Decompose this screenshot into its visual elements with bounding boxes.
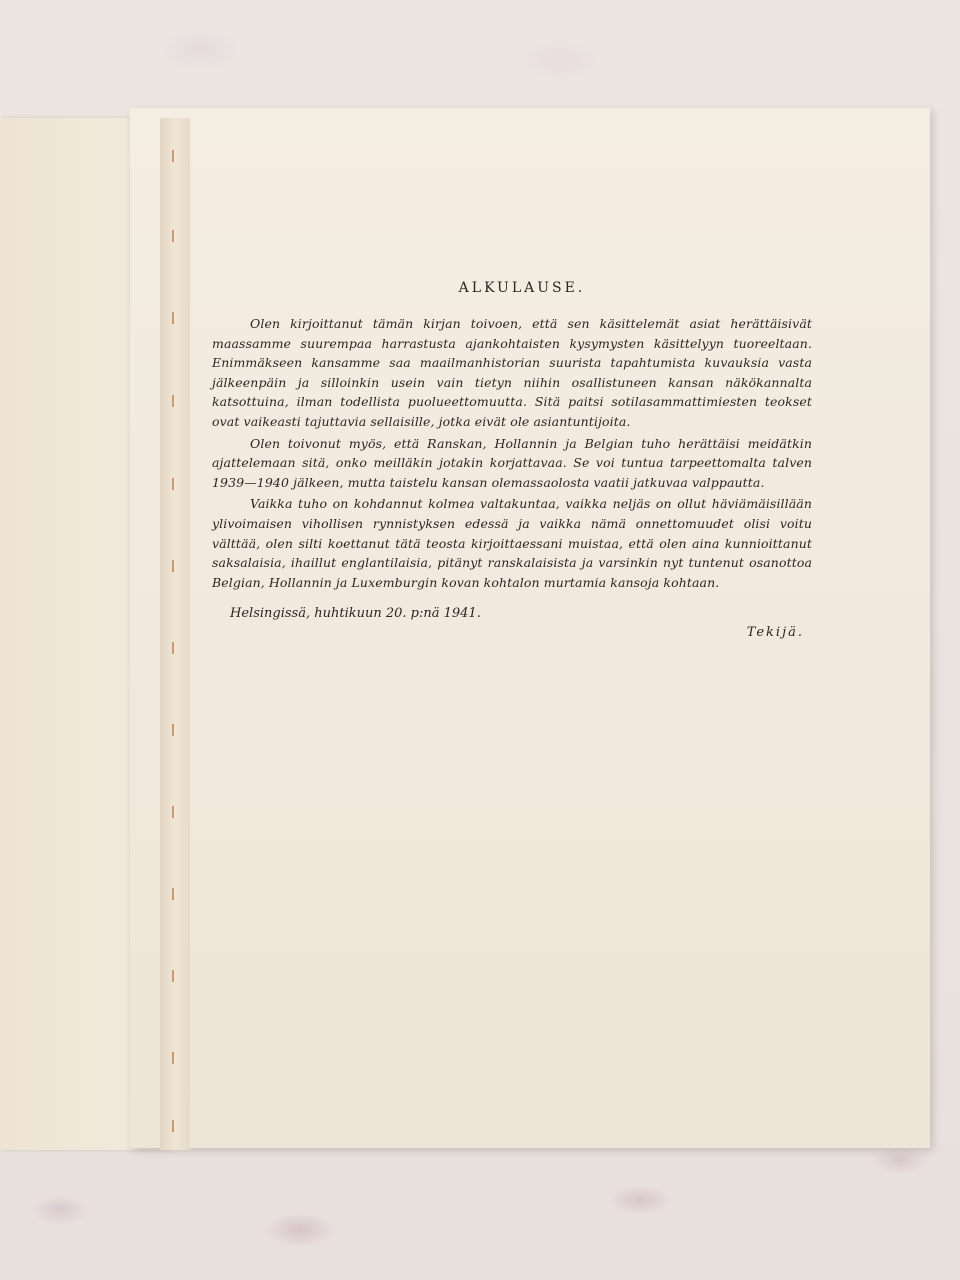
preface-paragraph: Vaikka tuho on kohdannut kolmea valtakuntaa, vaikka neljäs on ollut häviämäisillään ylivoimaisen vihollisen rynnistyksen edessä ja vaikka nämä onnettomuudet olisi voitu välttää, olen silti koettanut tätä teosta kirjoittaessani muistaa, että olen aina kunnioittanut saksalaisia, ihaillut englantilaisia, pitänyt ranskalaisista ja varsinkin nyt tuntenut osanottoa Belgian, Hollannin ja Luxemburgin kovan kohtalon murtamia kansoja kohtaan. bbox=[212, 496, 812, 590]
preface-paragraph: Olen kirjoittanut tämän kirjan toivoen, että sen käsittelemät asiat herättäisivät maassamme suurempaa harrastusta ajankohtaisten kysymysten käsittelyyn tuoreeltaan. Enimmäkseen kansamme saa maailmanhistorian suurista tapahtumista kuvauksia vasta jälkeenpäin ja silloinkin usein vain tietyn niihin osallistuneen kansan näkökannalta katsottuina, ilman todellista puolueettomuutta. Sitä paitsi sotilasammattimiesten teokset ovat vaikeasti tajuttavia sellaisille, jotka eivät ole asiantuntijoita. bbox=[212, 316, 812, 429]
binding-stitch bbox=[172, 395, 174, 407]
binding-stitch bbox=[172, 230, 174, 242]
binding-stitch bbox=[172, 478, 174, 490]
preface-text-block bbox=[212, 280, 812, 640]
binding-stitch bbox=[172, 724, 174, 736]
binding-stitch bbox=[172, 888, 174, 900]
binding-stitch bbox=[172, 806, 174, 818]
binding-stitch bbox=[172, 560, 174, 572]
binding-stitch bbox=[172, 1052, 174, 1064]
binding-stitch bbox=[172, 642, 174, 654]
preface-paragraph: Olen toivonut myös, että Ranskan, Hollannin ja Belgian tuho herättäisi meidätkin ajattelemaan sitä, onko meilläkin jotakin korjattavaa. Se voi tuntua tarpeettomalta talven 1939—1940 jälkeen, mutta taistelu kansan olemassaolosta vaatii jatkuvaa valppautta. bbox=[212, 435, 812, 490]
binding-stitch bbox=[172, 312, 174, 324]
book-spine bbox=[160, 118, 190, 1150]
preface-heading: ALKULAUSE. bbox=[458, 280, 586, 296]
author-signature: Tekijä. bbox=[746, 625, 804, 641]
binding-stitch bbox=[172, 970, 174, 982]
binding-stitch bbox=[172, 1120, 174, 1132]
dateline: Helsingissä, huhtikuun 20. p:nä 1941. bbox=[230, 606, 481, 622]
binding-stitch bbox=[172, 150, 174, 162]
